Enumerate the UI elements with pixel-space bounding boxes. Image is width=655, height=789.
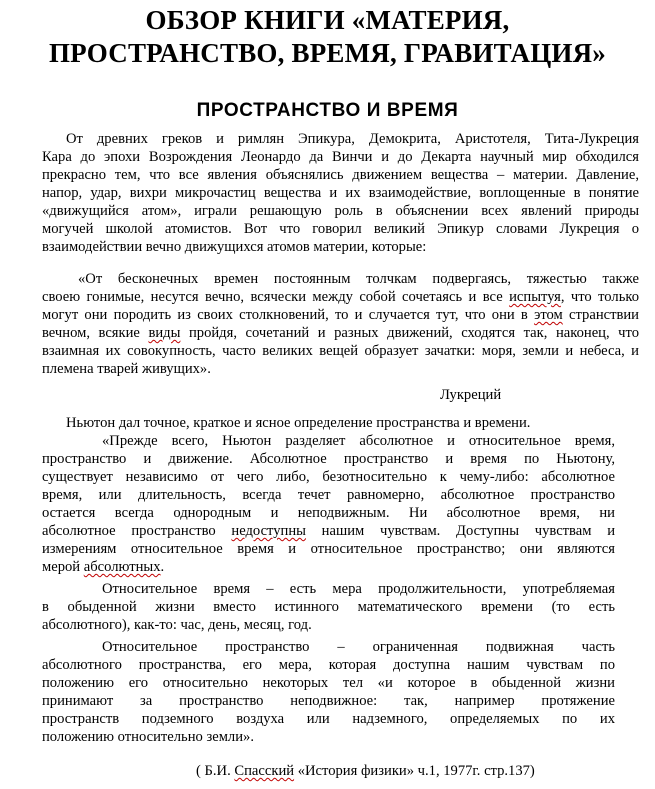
spellcheck-word: виды: [148, 325, 181, 341]
citation-source: «История физики» ч.1, 1977г. стр.137): [294, 763, 535, 779]
spellcheck-word: абсолютных: [83, 559, 161, 575]
quote-line: Относительное пространство – ограниченная подвижная часть: [102, 639, 615, 655]
quote-line: «От бесконечных времен постоянным толчкам подвергаясь, тяжестью также: [78, 271, 639, 287]
quote-line: положению относительно земли».: [42, 729, 254, 745]
quote-text: , что только: [560, 289, 639, 305]
quote-line: «Прежде всего, Ньютон разделяет абсолютное и относительное время,: [102, 433, 615, 449]
spellcheck-word: недоступны: [231, 523, 306, 539]
quote-line: взаимная их совокупность, часто великих вещей образует зачатки: моря, земли и небеса, и: [42, 343, 639, 359]
quote-text: абсолютное пространство: [42, 523, 232, 539]
document-title-line-2: ПРОСТРАНСТВО, ВРЕМЯ, ГРАВИТАЦИЯ»: [48, 38, 606, 68]
quote-line: [42, 558, 164, 576]
quote-author: Лукреций: [440, 387, 502, 403]
paragraph-line: прекрасно тем, что все явления объяснялись движением вещества – материи. Давление,: [42, 167, 639, 183]
quote-line: время, или длительность, всегда течет равномерно, абсолютное пространство: [42, 487, 615, 503]
quote-line: Относительное время – есть мера продолжительности, употребляемая: [102, 581, 615, 597]
spellcheck-word: испытуя: [509, 289, 561, 305]
quote-line: измерениям относительное время и относительное пространство; они являются: [42, 541, 615, 557]
quote-line: существует независимо от чего либо, безотносительно к чему-либо: абсолютное: [42, 469, 615, 485]
quote-line: племена тварей живущих».: [42, 361, 211, 377]
citation-prefix: ( Б.И.: [196, 763, 235, 779]
quote-text: вечном, всякие: [42, 325, 149, 341]
quote-text: странствии: [562, 307, 639, 323]
quote-line: [42, 306, 639, 324]
paragraph-line: Ньютон дал точное, краткое и ясное определение пространства и времени.: [66, 415, 531, 431]
quote-line: принимают за пространство неподвижное: так, например протяжение: [42, 693, 615, 709]
quote-line: [42, 522, 615, 540]
document-title-line-1: ОБЗОР КНИГИ «МАТЕРИЯ,: [145, 5, 510, 35]
citation: [196, 762, 535, 780]
spellcheck-word: этом: [534, 307, 563, 323]
paragraph-line: могучей школой атомистов. Вот что говорил великий Эпикур словами Лукреция о: [42, 221, 639, 237]
paragraph-line: «движущийся атом», играли решающую роль в объяснении всех явлений природы: [42, 203, 639, 219]
quote-line: остается всегда однородным и неподвижным. Ни абсолютное время, ни: [42, 505, 615, 521]
paragraph-line: взаимодействии вечно движущихся атомов материи, которые:: [42, 239, 427, 255]
quote-line: абсолютного), как-то: час, день, месяц, год.: [42, 617, 312, 633]
quote-text: своею гонимые, несутся вечно, всячески между собой сочетаясь и все: [42, 289, 510, 305]
quote-text: мерой: [42, 559, 84, 575]
section-heading: ПРОСТРАНСТВО И ВРЕМЯ: [196, 100, 459, 121]
quote-line: [42, 288, 639, 306]
citation-author: Спасский: [234, 763, 295, 779]
quote-text: .: [160, 559, 165, 575]
quote-text: нашим чувствам. Доступны чувствам и: [305, 523, 615, 539]
quote-line: абсолютного пространства, его мера, которая доступна нашим чувствам по: [42, 657, 615, 673]
quote-line: [42, 324, 639, 342]
paragraph-line: От древних греков и римлян Эпикура, Демокрита, Аристотеля, Тита-Лукреция: [66, 131, 639, 147]
quote-text: могут они породить из своих столкновений, то и случается тут, что они в: [42, 307, 535, 323]
quote-line: положению его относительно некоторых тел «и которое в обыденной жизни: [42, 675, 615, 691]
paragraph-line: напор, удар, вихри микрочастиц вещества и их взаимодействие, воплощенные в понятие: [42, 185, 639, 201]
quote-line: пространство и движение. Абсолютное пространство и время по Ньютону,: [42, 451, 615, 467]
paragraph-line: Кара до эпохи Возрождения Леонардо да Винчи и до Декарта научный мир обходился: [42, 149, 639, 165]
quote-line: пространств подземного воздуха или надземного, определяемых по их: [42, 711, 615, 727]
quote-line: в обыденной жизни вместо истинного математического времени (то есть: [42, 599, 615, 615]
quote-text: пройдя, сочетаний и разных движений, сходятся так, наконец, что: [180, 325, 640, 341]
